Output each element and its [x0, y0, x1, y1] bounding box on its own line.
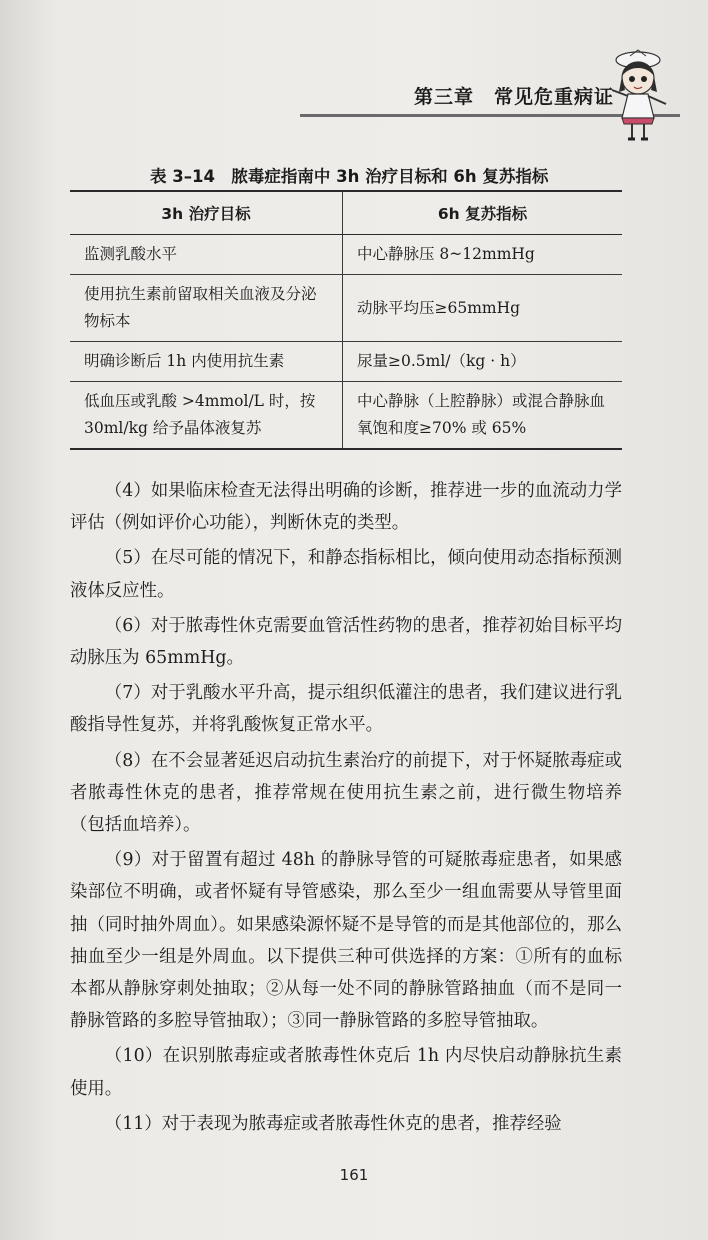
column-header-6h-resuscitation: 6h 复苏指标 — [343, 191, 623, 235]
paragraph-10: （10）在识别脓毒症或者脓毒性休克后 1h 内尽快启动静脉抗生素使用。 — [70, 1046, 622, 1099]
table-cell: 使用抗生素前留取相关血液及分泌物标本 — [70, 275, 343, 342]
nurse-mascot-icon — [608, 46, 670, 142]
table-row — [70, 275, 622, 342]
table-header-row — [70, 191, 622, 235]
table-row — [70, 235, 622, 275]
table-cell: 低血压或乳酸 >4mmol/L 时，按 30ml/kg 给予晶体液复苏 — [70, 382, 343, 450]
column-header-3h-targets: 3h 治疗目标 — [70, 191, 343, 235]
paragraph-4: （4）如果临床检查无法得出明确的诊断，推荐进一步的血流动力学评估（例如评价心功能），判断休克的类型。 — [70, 481, 622, 534]
page-number: 161 — [339, 1166, 369, 1184]
table-cell: 动脉平均压≥65mmHg — [343, 275, 623, 342]
paragraph-5: （5）在尽可能的情况下，和静态指标相比，倾向使用动态指标预测液体反应性。 — [70, 548, 622, 601]
table-row — [70, 342, 622, 382]
table-cell: 中心静脉（上腔静脉）或混合静脉血氧饱和度≥70% 或 65% — [343, 382, 623, 450]
paragraph-11: （11）对于表现为脓毒症或者脓毒性休克的患者，推荐经验 — [104, 1113, 562, 1134]
running-header-chapter: 第三章 常见危重病证 — [413, 86, 614, 108]
paragraph-6: （6）对于脓毒性休克需要血管活性药物的患者，推荐初始目标平均动脉压为 65mmHg。 — [70, 615, 622, 669]
paragraph-8: （8）在不会显著延迟启动抗生素治疗的前提下，对于怀疑脓毒症或者脓毒性休克的患者，推荐常规在使用抗生素之前，进行微生物培养（包括血培养）。 — [70, 750, 622, 836]
body-text — [70, 475, 622, 1143]
paragraph-9: （9）对于留置有超过 48h 的静脉导管的可疑脓毒症患者，如果感染部位不明确，或者怀疑有导管感染，那么至少一组血需要从导管里面抽（同时抽外周血）。如果感染源怀疑不是导管的而是其他部位的，那么抽血至少一组是外周血。以下提供三种可供选择的方案：①所有的血标本都从静脉穿刺处抽取；②从每一处不同的静脉管路抽血（而不是同一静脉管路的多腔导管抽取）；③同一静脉管路的多腔导管抽取。 — [70, 850, 622, 1032]
table-row — [70, 382, 622, 450]
table-cell: 尿量≥0.5ml/（kg · h） — [343, 342, 623, 382]
table-cell: 中心静脉压 8~12mmHg — [343, 235, 623, 275]
sepsis-targets-table — [70, 190, 622, 450]
table-cell: 明确诊断后 1h 内使用抗生素 — [70, 342, 343, 382]
paragraph-7: （7）对于乳酸水平升高，提示组织低灌注的患者，我们建议进行乳酸指导性复苏，并将乳酸恢复正常水平。 — [70, 683, 622, 736]
table-cell: 监测乳酸水平 — [70, 235, 343, 275]
table-caption: 表 3–14 脓毒症指南中 3h 治疗目标和 6h 复苏指标 — [150, 167, 549, 186]
